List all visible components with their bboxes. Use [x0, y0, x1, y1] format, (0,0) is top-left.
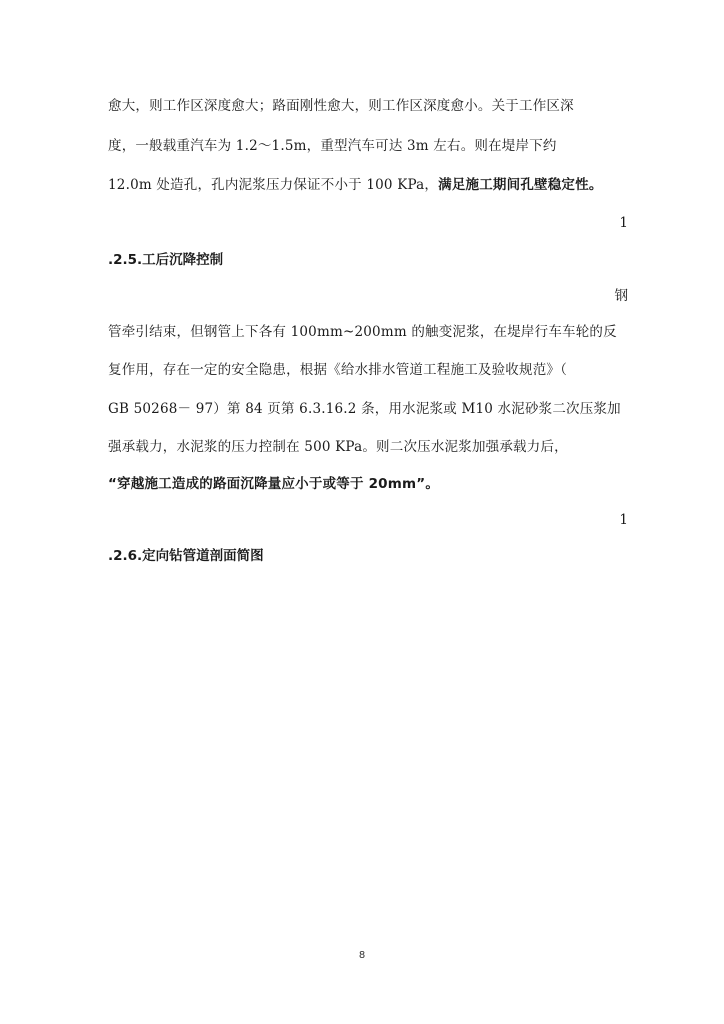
paragraph-2-lead-fragment: 钢: [614, 288, 628, 304]
paragraph-2-emphasis: “穿越施工造成的路面沉降量应小于或等于 20mm”。: [108, 476, 440, 492]
paragraph-2-line-3: GB 50268－ 97）第 84 页第 6.3.16.2 条，用水泥浆或 M10 水泥砂浆二次压浆加: [108, 401, 621, 417]
section-1-2-5-heading: .2.5.工后沉降控制: [108, 252, 224, 268]
paragraph-2-line-1: 管牵引结束，但钢管上下各有 100mm~200mm 的触变泥浆，在堤岸行车车轮的反: [108, 324, 617, 340]
page-number: 8: [358, 950, 366, 961]
section-1-2-5-number-prefix: 1: [619, 215, 628, 231]
paragraph-1-line-2: 度，一般载重汽车为 1.2～1.5m，重型汽车可达 3m 左右。则在堤岸下约: [108, 138, 557, 154]
paragraph-1-line-1: 愈大，则工作区深度愈大；路面刚性愈大，则工作区深度愈小。关于工作区深: [108, 98, 574, 114]
paragraph-2-line-2: 复作用，存在一定的安全隐患，根据《给水排水管道工程施工及验收规范》（: [108, 362, 568, 378]
paragraph-1-line-3-text: 12.0m 处造孔，孔内泥浆压力保证不小于 100 KPa，: [108, 177, 439, 193]
paragraph-1-emphasis: 满足施工期间孔壁稳定性。: [438, 177, 603, 193]
section-1-2-6-heading: .2.6.定向钻管道剖面简图: [108, 548, 264, 564]
paragraph-2-line-4: 强承载力，水泥浆的压力控制在 500 KPa。则二次压水泥浆加强承载力后，: [108, 439, 568, 455]
paragraph-1-line-3: [108, 175, 628, 195]
section-1-2-6-number-prefix: 1: [619, 512, 628, 528]
